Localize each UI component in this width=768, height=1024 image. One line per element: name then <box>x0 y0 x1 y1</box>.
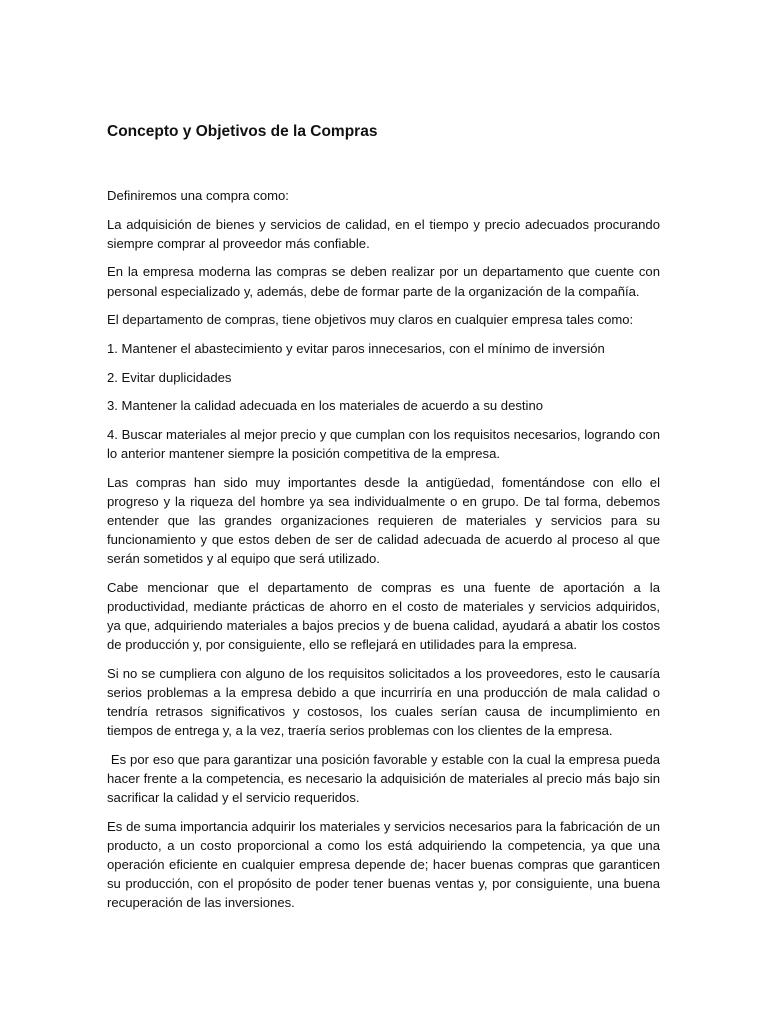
paragraph-history: Las compras han sido muy importantes desde la antigüedad, fomentándose con ello el progreso y la riqueza del hombre ya sea individualmente o en grupo. De tal forma, debemos entender que las grandes organizaciones requieren de materiales y servicios para su funcionamiento y que estos deben de ser de calidad adecuada de acuerdo al proceso al que serán sometidos y al equipo que será utilizado. <box>107 474 660 567</box>
paragraph-intro: Definiremos una compra como: <box>107 188 289 203</box>
paragraph-requirements: Si no se cumpliera con alguno de los requisitos solicitados a los proveedores, esto le causaría serios problemas a la empresa debido a que incurriría en una producción de mala calidad o tendría retrasos significativos y costosos, los cuales serían causa de incumplimiento en tiempos de entrega y, a la vez, traería serios problemas con los clientes de la empresa. <box>107 665 660 739</box>
objective-item-4: 4. Buscar materiales al mejor precio y que cumplan con los requisitos necesarios, logrando con lo anterior mantener siempre la posición competitiva de la empresa. <box>107 427 660 462</box>
objective-item-2: 2. Evitar duplicidades <box>107 369 232 385</box>
paragraph-modern-company: En la empresa moderna las compras se deben realizar por un departamento que cuente con personal especializado y, además, debe de formar parte de la organización de la compañía. <box>107 264 660 299</box>
document-title: Concepto y Objetivos de la Compras <box>107 123 378 140</box>
paragraph-importance: Es de suma importancia adquirir los materiales y servicios necesarios para la fabricación de un producto, a un costo proporcional a como los está adquiriendo la competencia, ya que una operación eficiente en cualquier empresa depende de; hacer buenas compras que garanticen su producción, con el propósito de poder tener buenas ventas y, por consiguiente, una buena recuperación de las inversiones. <box>107 818 660 911</box>
paragraph-definition: La adquisición de bienes y servicios de calidad, en el tiempo y precio adecuados procurando siempre comprar al proveedor más confiable. <box>107 216 660 251</box>
paragraph-competition: Es por eso que para garantizar una posición favorable y estable con la cual la empresa pueda hacer frente a la competencia, es necesario la adquisición de materiales al precio más bajo sin sacrificar la calidad y el servicio requeridos. <box>107 751 664 805</box>
paragraph-objectives-intro: El departamento de compras, tiene objetivos muy claros en cualquier empresa tales como: <box>107 312 634 328</box>
document-page <box>107 122 664 922</box>
objective-item-1: 1. Mantener el abastecimiento y evitar paros innecesarios, con el mínimo de inversión <box>107 340 605 356</box>
objective-item-3: 3. Mantener la calidad adecuada en los materiales de acuerdo a su destino <box>107 398 544 414</box>
paragraph-productivity: Cabe mencionar que el departamento de compras es una fuente de aportación a la productividad, mediante prácticas de ahorro en el costo de materiales y servicios adquiridos, ya que, adquiriendo materiales a bajos precios y de buena calidad, ayudará a abatir los costos de producción y, por consiguiente, ello se reflejará en utilidades para la empresa. <box>107 579 660 653</box>
